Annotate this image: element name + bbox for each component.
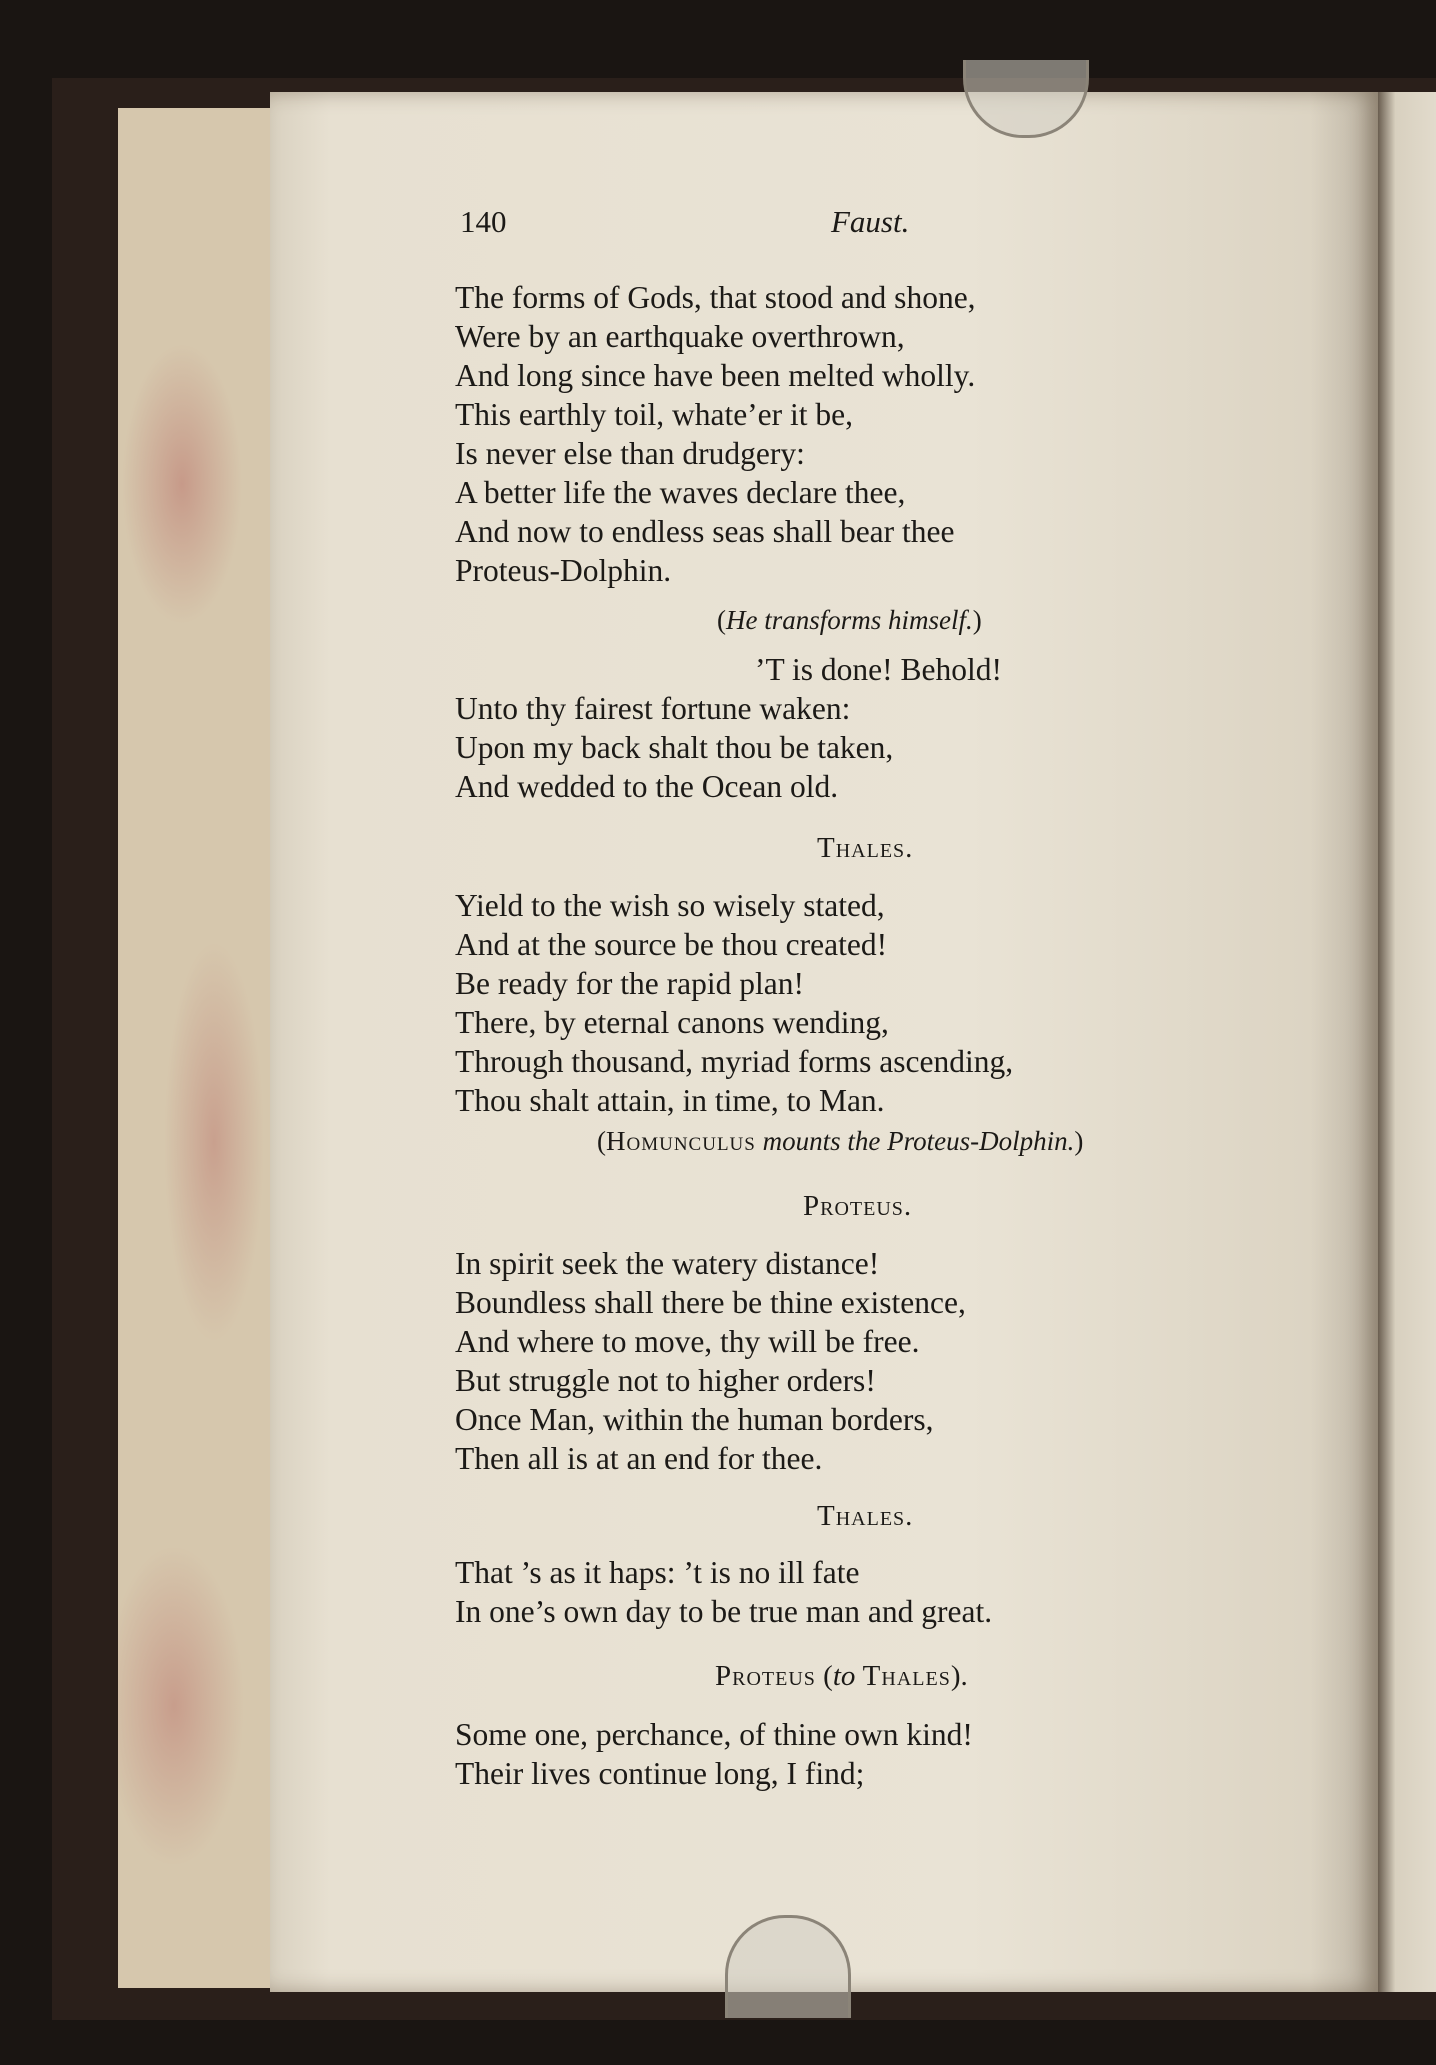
verse-line: Once Man, within the human borders, — [455, 1402, 934, 1437]
verse-line: Their lives continue long, I find; — [455, 1756, 865, 1791]
verse-line: Unto thy fairest fortune waken: — [455, 691, 851, 726]
speaker-name: Thales. — [817, 1500, 914, 1532]
verse-line: Then all is at an end for thee. — [455, 1441, 823, 1476]
verse-line: And wedded to the Ocean old. — [455, 769, 839, 804]
page-number: 140 — [460, 204, 507, 239]
verse-line: Thou shalt attain, in time, to Man. — [455, 1083, 885, 1118]
running-head: Faust. — [831, 204, 910, 239]
stage-direction: (Homunculus mounts the Proteus-Dolphin.) — [597, 1126, 1084, 1156]
verse-line: And at the source be thou created! — [455, 927, 888, 962]
verse-line: In spirit seek the watery distance! — [455, 1246, 880, 1281]
verse-line: And where to move, thy will be free. — [455, 1324, 920, 1359]
verse-line: Through thousand, myriad forms ascending, — [455, 1044, 1014, 1079]
verse-line: But struggle not to higher orders! — [455, 1363, 876, 1398]
speaker-name: Thales. — [817, 832, 914, 864]
page-clip-bottom — [725, 1915, 851, 2018]
verse-line: And long since have been melted wholly. — [455, 358, 976, 393]
verse-line: A better life the waves declare thee, — [455, 475, 906, 510]
verse-line: Boundless shall there be thine existence, — [455, 1285, 966, 1320]
verse-line: Be ready for the rapid plan! — [455, 966, 804, 1001]
verse-line: There, by eternal canons wending, — [455, 1005, 889, 1040]
verse-line: The forms of Gods, that stood and shone, — [455, 280, 976, 315]
verse-line: Proteus-Dolphin. — [455, 553, 672, 588]
speaker-name: Proteus. — [803, 1190, 913, 1222]
verse-line: Yield to the wish so wisely stated, — [455, 888, 885, 923]
verse-line: And now to endless seas shall bear thee — [455, 514, 955, 549]
verse-line: Is never else than drudgery: — [455, 436, 805, 471]
verse-line: Were by an earthquake overthrown, — [455, 319, 905, 354]
verse-line: ’T is done! Behold! — [755, 652, 1003, 687]
verse-line: In one’s own day to be true man and great. — [455, 1594, 993, 1629]
verse-line: This earthly toil, whate’er it be, — [455, 397, 853, 432]
page-header — [455, 204, 925, 244]
verse-line: That ’s as it haps: ’t is no ill fate — [455, 1555, 860, 1590]
verse-line: Upon my back shalt thou be taken, — [455, 730, 894, 765]
page-edge-stain — [118, 108, 278, 1988]
stage-direction: (He transforms himself.) — [717, 605, 982, 635]
speaker-name: Proteus (to Thales). — [715, 1660, 968, 1692]
verse-line: Some one, perchance, of thine own kind! — [455, 1717, 973, 1752]
facing-page-edge — [1378, 92, 1436, 1992]
